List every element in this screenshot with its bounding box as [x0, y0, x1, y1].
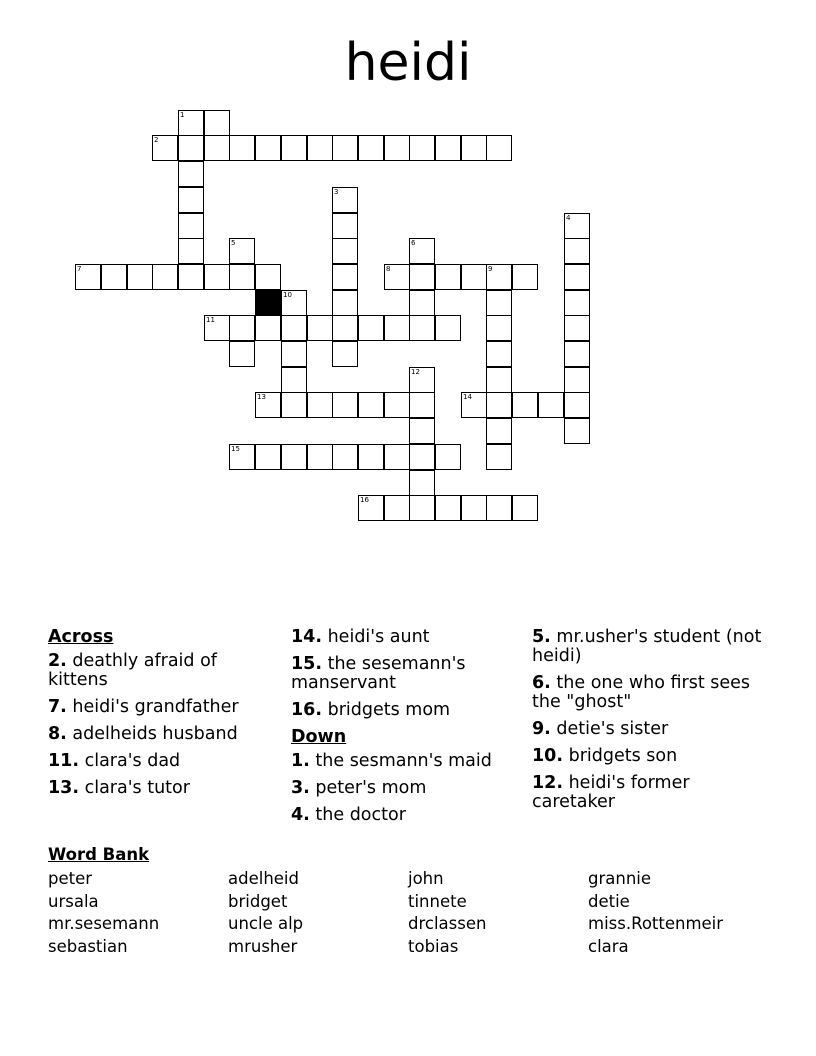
- clues-column-3: [532, 628, 764, 820]
- grid-cell[interactable]: [409, 290, 435, 316]
- grid-cell[interactable]: [564, 264, 590, 290]
- grid-cell[interactable]: [486, 264, 512, 290]
- grid-cell[interactable]: [332, 264, 358, 290]
- clues-column-1: [48, 628, 280, 806]
- grid-cell[interactable]: [512, 495, 538, 521]
- grid-cell[interactable]: [409, 315, 435, 341]
- grid-cell[interactable]: [538, 392, 564, 418]
- grid-cell[interactable]: [101, 264, 127, 290]
- grid-cell[interactable]: [281, 135, 307, 161]
- grid-cell[interactable]: [75, 264, 101, 290]
- grid-cell[interactable]: [486, 495, 512, 521]
- grid-cell[interactable]: [409, 495, 435, 521]
- grid-cell[interactable]: [564, 392, 590, 418]
- grid-cell[interactable]: [255, 315, 281, 341]
- clue-number: 7: [77, 265, 82, 273]
- grid-cell[interactable]: [409, 238, 435, 264]
- clue-down-6: 6. the one who first sees the "ghost": [532, 673, 751, 712]
- clue-number: 4: [566, 214, 571, 222]
- clues-column-2: [291, 628, 523, 833]
- word-bank-item: tinnete: [408, 891, 467, 911]
- clue-number: 9: [488, 265, 493, 273]
- grid-cell[interactable]: [435, 495, 461, 521]
- grid-cell[interactable]: [204, 264, 230, 290]
- clue-number: 6: [411, 239, 416, 247]
- clue-number: 15: [231, 445, 240, 453]
- grid-cell[interactable]: [564, 315, 590, 341]
- grid-cell[interactable]: [178, 213, 204, 239]
- grid-cell[interactable]: [255, 392, 281, 418]
- grid-cell[interactable]: [358, 495, 384, 521]
- grid-cell[interactable]: [229, 444, 255, 470]
- grid-cell[interactable]: [358, 135, 384, 161]
- grid-cell[interactable]: [564, 341, 590, 367]
- across-heading: Across: [48, 627, 114, 647]
- grid-cell[interactable]: [409, 264, 435, 290]
- grid-cell[interactable]: [281, 444, 307, 470]
- grid-cell[interactable]: [409, 418, 435, 444]
- word-bank-item: mr.sesemann: [48, 914, 160, 933]
- grid-cell[interactable]: [255, 444, 281, 470]
- grid-cell[interactable]: [307, 315, 333, 341]
- word-bank-item: adelheid: [228, 869, 299, 888]
- grid-cell[interactable]: [564, 367, 590, 393]
- clue-number: 1: [180, 111, 185, 119]
- word-bank-item: bridget: [228, 891, 288, 911]
- grid-cell[interactable]: [384, 135, 410, 161]
- grid-cell[interactable]: [435, 135, 461, 161]
- grid-cell[interactable]: [384, 495, 410, 521]
- grid-cell[interactable]: [461, 495, 487, 521]
- page-title: heidi: [344, 33, 472, 93]
- grid-cell[interactable]: [358, 392, 384, 418]
- grid-cell[interactable]: [229, 264, 255, 290]
- word-bank-item: drclassen: [408, 914, 487, 933]
- grid-cell[interactable]: [281, 367, 307, 393]
- clue-across-7: 7. heidi's grandfather: [48, 697, 239, 717]
- grid-cell[interactable]: [255, 135, 281, 161]
- word-bank-column-1: [48, 868, 159, 958]
- clue-number: 8: [386, 265, 391, 273]
- clue-number: 12: [411, 368, 420, 376]
- grid-cell[interactable]: [332, 238, 358, 264]
- clue-number: 14: [463, 393, 472, 401]
- word-bank-item: clara: [588, 936, 629, 956]
- grid-cell[interactable]: [332, 187, 358, 213]
- grid-cell[interactable]: [307, 392, 333, 418]
- grid-cell[interactable]: [461, 135, 487, 161]
- clue-number: 10: [283, 291, 292, 299]
- grid-cell[interactable]: [204, 135, 230, 161]
- clue-across-11: 11. clara's dad: [48, 751, 181, 771]
- grid-cell[interactable]: [178, 238, 204, 264]
- grid-cell[interactable]: [409, 392, 435, 418]
- grid-cell[interactable]: [409, 367, 435, 393]
- grid-cell[interactable]: [435, 444, 461, 470]
- grid-cell[interactable]: [229, 315, 255, 341]
- grid-cell[interactable]: [486, 367, 512, 393]
- grid-cell[interactable]: [178, 264, 204, 290]
- grid-cell[interactable]: [332, 341, 358, 367]
- grid-cell[interactable]: [178, 135, 204, 161]
- grid-cell[interactable]: [564, 238, 590, 264]
- clue-number: 16: [360, 496, 369, 504]
- word-bank-column-4: [588, 868, 723, 958]
- word-bank-item: grannie: [588, 869, 652, 888]
- grid-cell[interactable]: [204, 110, 230, 136]
- grid-cell[interactable]: [409, 135, 435, 161]
- grid-cell[interactable]: [332, 315, 358, 341]
- grid-cell[interactable]: [281, 290, 307, 316]
- grid-cell[interactable]: [281, 315, 307, 341]
- clue-across-8: 8. adelheids husband: [48, 724, 238, 744]
- grid-cell[interactable]: [486, 341, 512, 367]
- word-bank-item: uncle alp: [228, 914, 304, 933]
- grid-cell[interactable]: [486, 392, 512, 418]
- grid-cell[interactable]: [384, 315, 410, 341]
- clue-across-15: 15. the sesemann's manservant: [291, 654, 466, 693]
- grid-cell[interactable]: [486, 418, 512, 444]
- word-bank-item: sebastian: [48, 936, 128, 956]
- grid-cell[interactable]: [564, 213, 590, 239]
- grid-cell[interactable]: [332, 135, 358, 161]
- grid-cell[interactable]: [332, 444, 358, 470]
- clue-across-2: 2. deathly afraid of kittens: [48, 651, 217, 690]
- grid-cell[interactable]: [332, 290, 358, 316]
- word-bank-heading: Word Bank: [48, 845, 150, 864]
- grid-cell[interactable]: [409, 470, 435, 496]
- clue-number: 2: [154, 136, 159, 144]
- grid-cell[interactable]: [178, 187, 204, 213]
- clue-down-12: 12. heidi's former caretaker: [532, 773, 690, 812]
- word-bank-item: miss.Rottenmeir: [588, 914, 724, 933]
- clue-number: 5: [231, 239, 236, 247]
- grid-cell[interactable]: [358, 315, 384, 341]
- clue-number: 3: [334, 188, 339, 196]
- word-bank-item: mrusher: [228, 936, 298, 956]
- grid-block-cell: [255, 290, 281, 316]
- grid-cell[interactable]: [229, 341, 255, 367]
- grid-cell[interactable]: [435, 264, 461, 290]
- grid-cell[interactable]: [358, 444, 384, 470]
- grid-cell[interactable]: [512, 392, 538, 418]
- grid-cell[interactable]: [486, 135, 512, 161]
- grid-cell[interactable]: [384, 444, 410, 470]
- grid-cell[interactable]: [409, 444, 435, 470]
- clue-across-13: 13. clara's tutor: [48, 778, 190, 798]
- grid-cell[interactable]: [486, 315, 512, 341]
- grid-cell[interactable]: [461, 264, 487, 290]
- clue-across-14: 14. heidi's aunt: [291, 627, 430, 647]
- grid-cell[interactable]: [384, 392, 410, 418]
- grid-cell[interactable]: [307, 444, 333, 470]
- grid-cell[interactable]: [384, 264, 410, 290]
- clue-down-10: 10. bridgets son: [532, 746, 678, 766]
- down-heading: Down: [291, 727, 347, 747]
- clue-number: 11: [206, 316, 215, 324]
- grid-cell[interactable]: [512, 264, 538, 290]
- clue-down-1: 1. the sesmann's maid: [291, 751, 492, 771]
- grid-cell[interactable]: [127, 264, 153, 290]
- grid-cell[interactable]: [486, 290, 512, 316]
- grid-cell[interactable]: [435, 315, 461, 341]
- grid-cell[interactable]: [332, 213, 358, 239]
- grid-cell[interactable]: [332, 392, 358, 418]
- grid-cell[interactable]: [564, 418, 590, 444]
- grid-cell[interactable]: [229, 238, 255, 264]
- grid-cell[interactable]: [461, 392, 487, 418]
- grid-cell[interactable]: [178, 110, 204, 136]
- word-bank-item: peter: [48, 869, 93, 888]
- clue-across-16: 16. bridgets mom: [291, 700, 451, 720]
- word-bank-item: detie: [588, 891, 630, 911]
- clue-down-3: 3. peter's mom: [291, 778, 427, 798]
- clue-down-5: 5. mr.usher's student (not heidi): [532, 627, 762, 666]
- grid-cell[interactable]: [564, 290, 590, 316]
- word-bank-item: ursala: [48, 891, 99, 911]
- grid-cell[interactable]: [486, 444, 512, 470]
- word-bank-column-3: [408, 868, 486, 958]
- word-bank-item: tobias: [408, 936, 459, 956]
- word-bank-column-2: [228, 868, 303, 958]
- grid-cell[interactable]: [204, 315, 230, 341]
- word-bank-item: john: [408, 869, 444, 888]
- grid-cell[interactable]: [255, 264, 281, 290]
- grid-cell[interactable]: [178, 161, 204, 187]
- clue-down-9: 9. detie's sister: [532, 719, 669, 739]
- grid-cell[interactable]: [152, 135, 178, 161]
- grid-cell[interactable]: [307, 135, 333, 161]
- clue-down-4: 4. the doctor: [291, 805, 406, 825]
- grid-cell[interactable]: [281, 392, 307, 418]
- grid-cell[interactable]: [229, 135, 255, 161]
- grid-cell[interactable]: [152, 264, 178, 290]
- grid-cell[interactable]: [281, 341, 307, 367]
- clue-number: 13: [257, 393, 266, 401]
